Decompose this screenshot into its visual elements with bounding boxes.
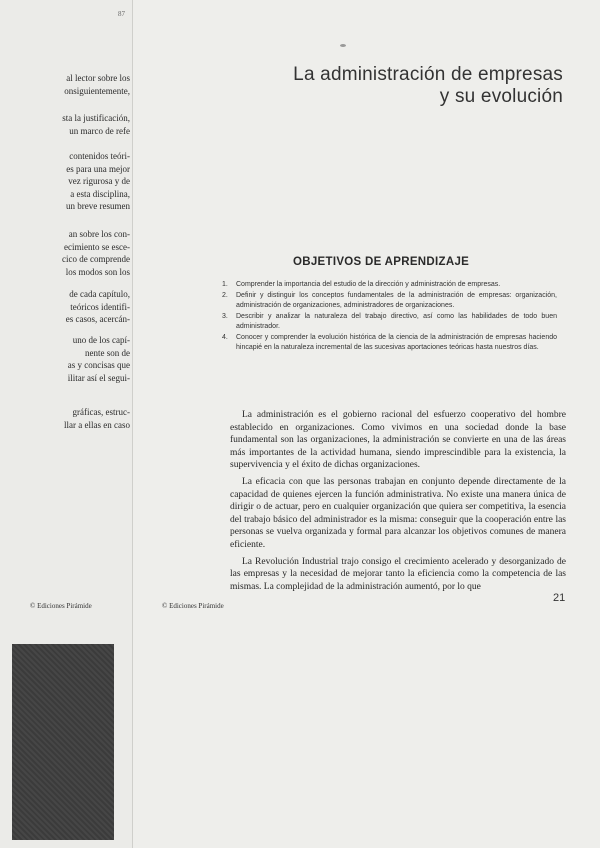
left-snippet-1 bbox=[8, 72, 130, 97]
left-line: al lector sobre los bbox=[66, 73, 130, 83]
objective-item bbox=[222, 291, 557, 311]
objective-text: Definir y distinguir los conceptos fundamentales de la administración de empresas: organización, administración de organizaciones, administradores de organizaciones. bbox=[236, 292, 557, 309]
left-snippet-5 bbox=[8, 288, 130, 326]
objective-item bbox=[222, 333, 557, 353]
left-snippet-7 bbox=[8, 406, 130, 431]
objective-number: 3. bbox=[222, 313, 228, 320]
body-paragraph-3: La Revolución Industrial trajo consigo el crecimiento acelerado y desorganizado de las empresas y la necesidad de mejorar tanto la eficiencia como la competencia de las mismas. La complejidad de la administración aumentó, por lo que bbox=[230, 556, 566, 592]
body-paragraph-2: La eficacia con que las personas trabajan en conjunto depende directamente de la capacidad de quienes ejercen la función administrativa. No existe una manera única de dirigir o de actuar, pero en cualquier organización que quiera ser competitiva, la esencia del trabajo básico del administrador es la misma: conseguir que la cooperación entre las personas se vuelva organizada y formal para alcanzar los objetivos comunes de manera eficiente. bbox=[230, 476, 566, 550]
body-paragraph-1: La administración es el gobierno racional del esfuerzo cooperativo del hombre establecido en organizaciones. Como vivimos en una sociedad donde la base fundamental son las organizaciones, la administración se convierte en una de las áreas más importantes de la actividad humana, siendo imprescindible para la existencia, la supervivencia y el éxito de dichas organizaciones. bbox=[230, 410, 566, 471]
left-line: los modos son los bbox=[65, 266, 130, 277]
left-snippet-2 bbox=[8, 112, 130, 137]
objective-number: 2. bbox=[222, 292, 228, 299]
left-page-footer: © Ediciones Pirámide bbox=[30, 602, 92, 610]
left-line: llar a ellas en caso bbox=[64, 419, 130, 430]
objectives-list bbox=[222, 280, 557, 354]
left-line: teóricos identifi- bbox=[70, 301, 130, 312]
objective-text: Comprender la importancia del estudio de la dirección y administración de empresas. bbox=[236, 281, 501, 288]
left-line: un breve resumen bbox=[66, 201, 130, 211]
objective-item bbox=[222, 312, 557, 332]
scan-speck bbox=[340, 44, 346, 47]
left-snippet-6 bbox=[8, 334, 130, 384]
objective-text: Conocer y comprender la evolución histórica de la ciencia de la administración de empresas haciendo hincapié en la naturaleza incremental de las sucesivas aportaciones teóricas hasta nuestros días. bbox=[236, 334, 557, 351]
left-snippet-4 bbox=[8, 228, 130, 278]
left-line: es casos, acercán- bbox=[65, 314, 130, 324]
left-line: uno de los capí- bbox=[72, 335, 130, 345]
left-line: a esta disciplina, bbox=[70, 188, 130, 199]
left-line: sta la justificación, bbox=[62, 113, 130, 123]
left-line: es para una mejor bbox=[66, 163, 130, 174]
objectives-heading: OBJETIVOS DE APRENDIZAJE bbox=[293, 256, 470, 268]
right-page-footer: © Ediciones Pirámide bbox=[162, 602, 224, 610]
page-top-mark: 87 bbox=[118, 10, 125, 18]
left-line: onsiguientemente, bbox=[64, 85, 130, 96]
objective-number: 1. bbox=[222, 281, 228, 288]
left-line: an sobre los con- bbox=[68, 229, 130, 239]
left-line: de cada capítulo, bbox=[69, 289, 130, 299]
chapter-title-line-1: La administración de empresas bbox=[293, 64, 563, 85]
objective-number: 4. bbox=[222, 334, 228, 341]
objective-item bbox=[222, 280, 557, 290]
left-line: vez rigurosa y de bbox=[68, 176, 130, 186]
chapter-title-line-2: y su evolución bbox=[439, 86, 563, 107]
left-line: nente son de bbox=[85, 347, 130, 358]
chapter-title bbox=[233, 64, 563, 108]
body-text bbox=[230, 409, 566, 597]
left-line: cico de comprende bbox=[62, 254, 130, 264]
scan-shadow-block bbox=[12, 644, 114, 840]
left-line: ecimiento se esce- bbox=[64, 241, 130, 252]
objective-text: Describir y analizar la naturaleza del trabajo directivo, así como las habilidades de todo buen administrador. bbox=[236, 313, 557, 330]
left-line: gráficas, estruc- bbox=[72, 407, 130, 417]
left-snippet-3 bbox=[8, 150, 130, 213]
left-line: un marco de refe bbox=[69, 125, 130, 136]
left-line: contenidos teóri- bbox=[69, 151, 130, 161]
left-line: ilitar así el segui- bbox=[67, 372, 130, 383]
left-line: as y concisas que bbox=[67, 360, 130, 370]
page-number: 21 bbox=[553, 592, 566, 604]
